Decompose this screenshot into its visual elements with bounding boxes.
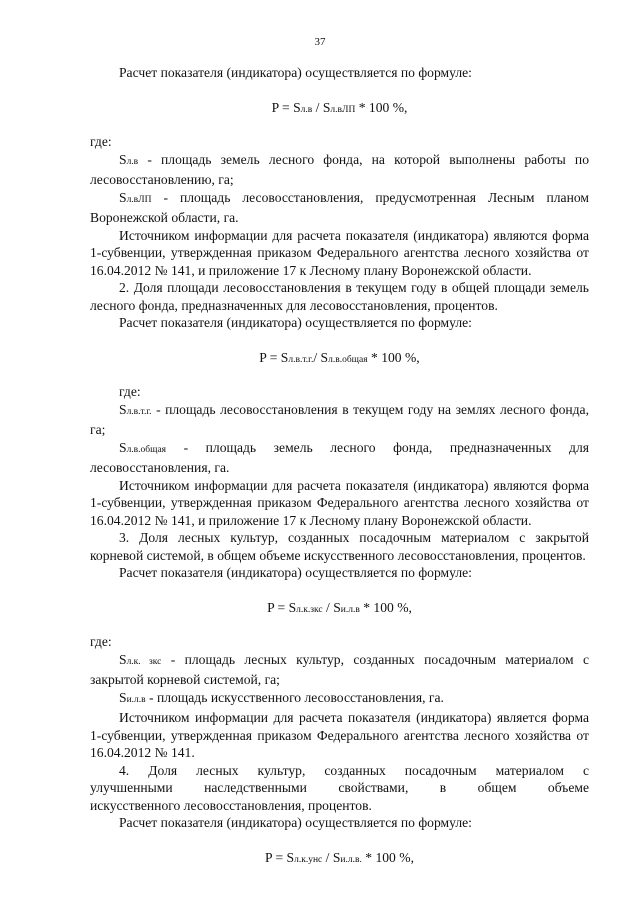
formula-4: P = Sл.к.унс / Sи.л.в. * 100 %, xyxy=(265,849,414,865)
page-number: 37 xyxy=(314,36,326,48)
definition-3b: Sи.л.в - площадь искусственного лесовосстановления, га. xyxy=(119,689,444,705)
indicator-heading-2: 2. Доля площади лесовосстановления в текущем году в общей площади земель лесного фонда, предназначенных для лесовосстановления, процентов. xyxy=(90,280,589,313)
formula-intro-2: Расчет показателя (индикатора) осуществляется по формуле: xyxy=(119,315,472,330)
formula-intro-1: Расчет показателя (индикатора) осуществляется по формуле: xyxy=(119,65,472,80)
definition-2b: Sл.в.общая - площадь земель лесного фонда, предназначенных для лесовосстановления, га. xyxy=(90,439,589,475)
indicator-heading-3: 3. Доля лесных культур, созданных посадочным материалом с закрытой корневой системой, в общем объеме искусственного лесовосстановления, процентов. xyxy=(90,530,589,563)
definition-3a: Sл.к. зкс - площадь лесных культур, созданных посадочным материалом с закрытой корневой системой, га; xyxy=(90,651,589,687)
document-body xyxy=(90,64,589,869)
formula-1: P = Sл.в / Sл.вЛП * 100 %, xyxy=(271,99,408,115)
where-label-2: где: xyxy=(119,384,141,399)
source-paragraph-1: Источником информации для расчета показателя (индикатора) являются форма 1-субвенции, утвержденная приказом Федерального агентства лесного хозяйства от 16.04.2012 № 141, и приложение 17 к Лесному плану Воронежской области. xyxy=(90,227,589,278)
where-label-3: где: xyxy=(90,634,112,649)
formula-intro-3: Расчет показателя (индикатора) осуществляется по формуле: xyxy=(119,565,472,580)
definition-1b: Sл.вЛП - площадь лесовосстановления, предусмотренная Лесным планом Воронежской области, га. xyxy=(90,189,589,225)
definition-1a: Sл.в - площадь земель лесного фонда, на которой выполнены работы по лесовосстановлению, га; xyxy=(90,151,589,187)
indicator-heading-4-line1: 4. Доля лесных культур, созданных посадочным материалом с xyxy=(119,762,589,778)
formula-2: P = Sл.в.т.г./ Sл.в.общая * 100 %, xyxy=(259,349,420,365)
formula-intro-4: Расчет показателя (индикатора) осуществляется по формуле: xyxy=(119,815,472,830)
source-paragraph-2: Источником информации для расчета показателя (индикатора) являются форма 1-субвенции, утвержденная приказом Федерального агентства лесного хозяйства от 16.04.2012 № 141, и приложение 17 к Лесному плану Воронежской области. xyxy=(90,477,589,528)
indicator-heading-4-line2: улучшенными наследственными свойствами, в общем объеме xyxy=(90,780,589,795)
where-label-1: где: xyxy=(90,134,112,149)
source-paragraph-3: Источником информации для расчета показателя (индикатора) является форма 1-субвенции, утвержденная приказом Федерального агентства лесного хозяйства от 16.04.2012 № 141. xyxy=(90,710,589,760)
formula-3: P = Sл.к.зкс / Sи.л.в * 100 %, xyxy=(267,599,412,615)
indicator-heading-4-line3: искусственного лесовосстановления, процентов. xyxy=(90,797,372,813)
definition-2a: Sл.в.т.г. - площадь лесовосстановления в текущем году на землях лесного фонда, га; xyxy=(90,401,589,437)
